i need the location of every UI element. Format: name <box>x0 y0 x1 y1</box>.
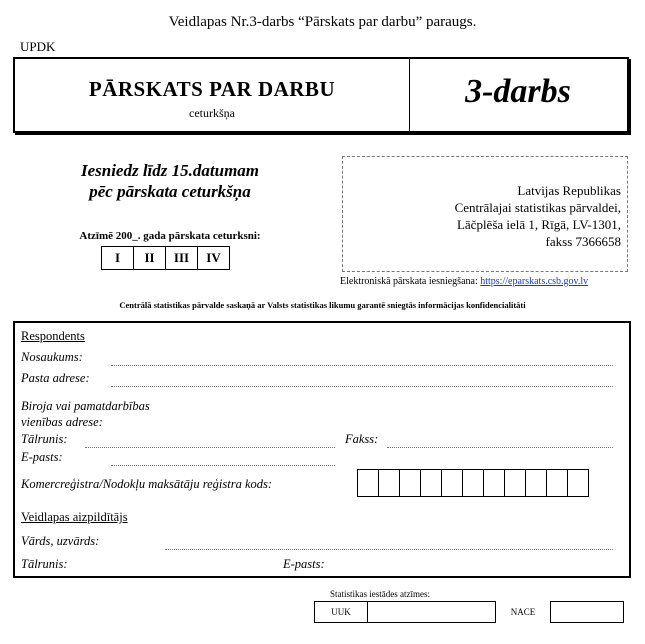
quarter-option-1[interactable]: I <box>114 250 121 265</box>
quarter-mark-label: Atzīmē 200_. gada pārskata ceturksni: <box>79 230 261 242</box>
stat-marks-label: Statistikas iestādes atzīmes: <box>330 589 430 599</box>
office-address-label-2: vienības adrese: <box>21 415 103 429</box>
registry-code-cell[interactable] <box>420 470 441 496</box>
registry-code-cell[interactable] <box>441 470 462 496</box>
submission-deadline <box>40 160 300 202</box>
email-label: E-pasts: <box>21 450 63 464</box>
name-field[interactable] <box>111 365 613 366</box>
registry-code-cell[interactable] <box>358 470 378 496</box>
confidentiality-notice: Centrālā statistikas pārvalde saskaņā ar Valsts statistikas likumu garantē sniegtās informācijas konfidencialitāti <box>119 300 526 310</box>
registry-code-cell[interactable] <box>483 470 504 496</box>
respondent-form-box <box>13 321 631 578</box>
quarter-option-3[interactable]: III <box>165 247 197 269</box>
electronic-submission-label: Elektroniskā pārskata iesniegšana: <box>340 276 478 287</box>
quarter-option-2[interactable]: II <box>133 247 165 269</box>
filler-name-field[interactable] <box>165 549 613 550</box>
phone-label: Tālrunis: <box>21 432 68 446</box>
filler-name-label: Vārds, uzvārds: <box>21 534 100 548</box>
registry-code-cell[interactable] <box>567 470 588 496</box>
name-label: Nosaukums: <box>21 350 83 364</box>
form-title: PĀRSKATS PAR DARBU <box>88 77 336 101</box>
electronic-submission-link[interactable]: https://eparskats.csb.gov.lv <box>480 276 589 287</box>
deadline-line-1: Iesniedz līdz 15.datumam <box>80 161 260 180</box>
registry-code-cell[interactable] <box>378 470 399 496</box>
address-line: Centrālajai statistikas pārvaldei, <box>454 200 621 215</box>
electronic-submission <box>340 276 588 287</box>
office-address-label-1: Biroja vai pamatdarbības <box>21 399 150 413</box>
uuk-field[interactable] <box>368 601 496 623</box>
postal-address-field[interactable] <box>111 386 613 387</box>
filler-phone-label: Tālrunis: <box>21 557 68 571</box>
uuk-label: UUK <box>314 601 368 623</box>
registry-code-label: Komercreģistra/Nodokļu maksātāju reģistra kods: <box>21 477 273 491</box>
registry-code-cells <box>357 469 589 497</box>
fax-field[interactable] <box>387 447 613 448</box>
filler-email-label: E-pasts: <box>283 557 325 571</box>
form-caption: Veidlapas Nr.3-darbs “Pārskats par darbu” paraugs. <box>168 14 477 30</box>
nace-field[interactable] <box>550 601 624 623</box>
registry-code-cell[interactable] <box>546 470 567 496</box>
stat-marks-row <box>314 601 624 623</box>
nace-label: NACE <box>510 607 536 617</box>
registry-code-cell[interactable] <box>525 470 546 496</box>
updk-code: UPDK <box>20 39 56 54</box>
fax-label: Fakss: <box>345 432 379 446</box>
registry-code-cell[interactable] <box>504 470 525 496</box>
address-line: Lāčplēša ielā 1, Rīgā, LV-1301, <box>456 217 621 232</box>
form-header-box <box>13 57 629 133</box>
filler-section-title: Veidlapas aizpildītājs <box>21 510 128 524</box>
recipient-address-box <box>342 156 628 272</box>
registry-code-cell[interactable] <box>399 470 420 496</box>
form-subtitle: ceturkšņa <box>189 106 235 120</box>
address-line: Latvijas Republikas <box>517 183 621 198</box>
phone-field[interactable] <box>85 447 335 448</box>
quarter-selector <box>101 246 230 270</box>
postal-address-label: Pasta adrese: <box>21 371 90 385</box>
form-code: 3-darbs <box>465 73 571 110</box>
email-field[interactable] <box>111 465 335 466</box>
recipient-address <box>455 182 621 250</box>
quarter-option-4[interactable]: IV <box>197 247 229 269</box>
respondent-section-title: Respondents <box>21 329 85 343</box>
address-line: fakss 7366658 <box>545 234 621 249</box>
deadline-line-2: pēc pārskata ceturkšņa <box>89 182 251 201</box>
registry-code-cell[interactable] <box>462 470 483 496</box>
